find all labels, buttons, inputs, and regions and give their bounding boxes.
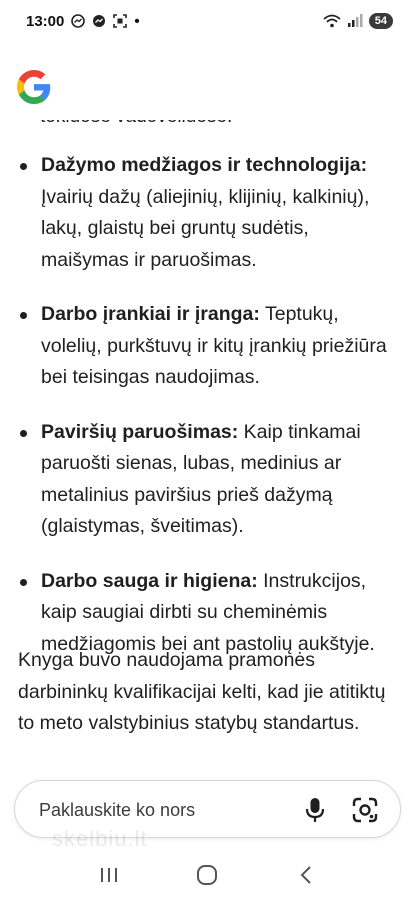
back-icon — [299, 865, 313, 885]
topic-text: Instrukcijos, kaip saugiai dirbti su cheminėmis medžiagomis bei ant pastolių aukštyje. — [41, 569, 375, 655]
recent-apps-icon — [99, 866, 119, 884]
list-item — [0, 150, 415, 276]
list-item — [0, 299, 415, 394]
topic-title: Darbo sauga ir higiena: — [41, 569, 258, 592]
header — [0, 42, 415, 120]
topic-text: Kaip tinkamai paruošti sienas, lubas, medinius ar metalinius paviršius prieš dažymą (glaistymas, šveitimas). — [41, 420, 361, 537]
microphone-icon[interactable] — [302, 796, 328, 824]
back-button[interactable] — [286, 855, 326, 895]
signal-icon — [347, 14, 363, 28]
status-bar — [0, 0, 415, 42]
answer-content — [0, 98, 415, 798]
status-dot: • — [134, 12, 140, 30]
wifi-icon — [323, 14, 341, 28]
list-item — [0, 417, 415, 543]
topic-text: Teptukų, volelių, purkštuvų ir kitų įrankių priežiūra bei teisingas naudojimas. — [41, 303, 387, 388]
topic-title: Paviršių paruošimas: — [41, 420, 239, 443]
topic-list — [0, 150, 415, 683]
status-right — [323, 13, 393, 29]
battery-icon: 54 — [369, 13, 393, 29]
status-time: 13:00 — [26, 12, 65, 30]
google-lens-icon[interactable] — [351, 796, 379, 824]
topic-title: Darbo įrankiai ir įranga: — [41, 303, 260, 325]
summary-paragraph: Knyga buvo naudojama pramonės darbininkų kvalifikacijai kelti, kad jie atitiktų to meto valstybinius statybų standartus. — [18, 649, 386, 734]
system-nav-bar — [0, 850, 415, 900]
recent-apps-button[interactable] — [89, 855, 129, 895]
google-g-logo[interactable] — [17, 70, 51, 104]
topic-title: Dažymo medžiagos ir technologija: — [41, 154, 368, 176]
watermark: skelbiu.lt — [52, 826, 148, 851]
screenshot-icon — [113, 14, 127, 28]
messenger-icon — [92, 14, 106, 28]
home-icon — [196, 864, 218, 886]
home-button[interactable] — [187, 855, 227, 895]
status-left — [26, 13, 140, 30]
topic-text: Įvairių dažų (aliejinių, klijinių, kalkinių), lakų, glaistų bei gruntų sudėtis, maišymas ir paruošimas. — [41, 185, 370, 271]
messenger-icon — [71, 14, 85, 28]
